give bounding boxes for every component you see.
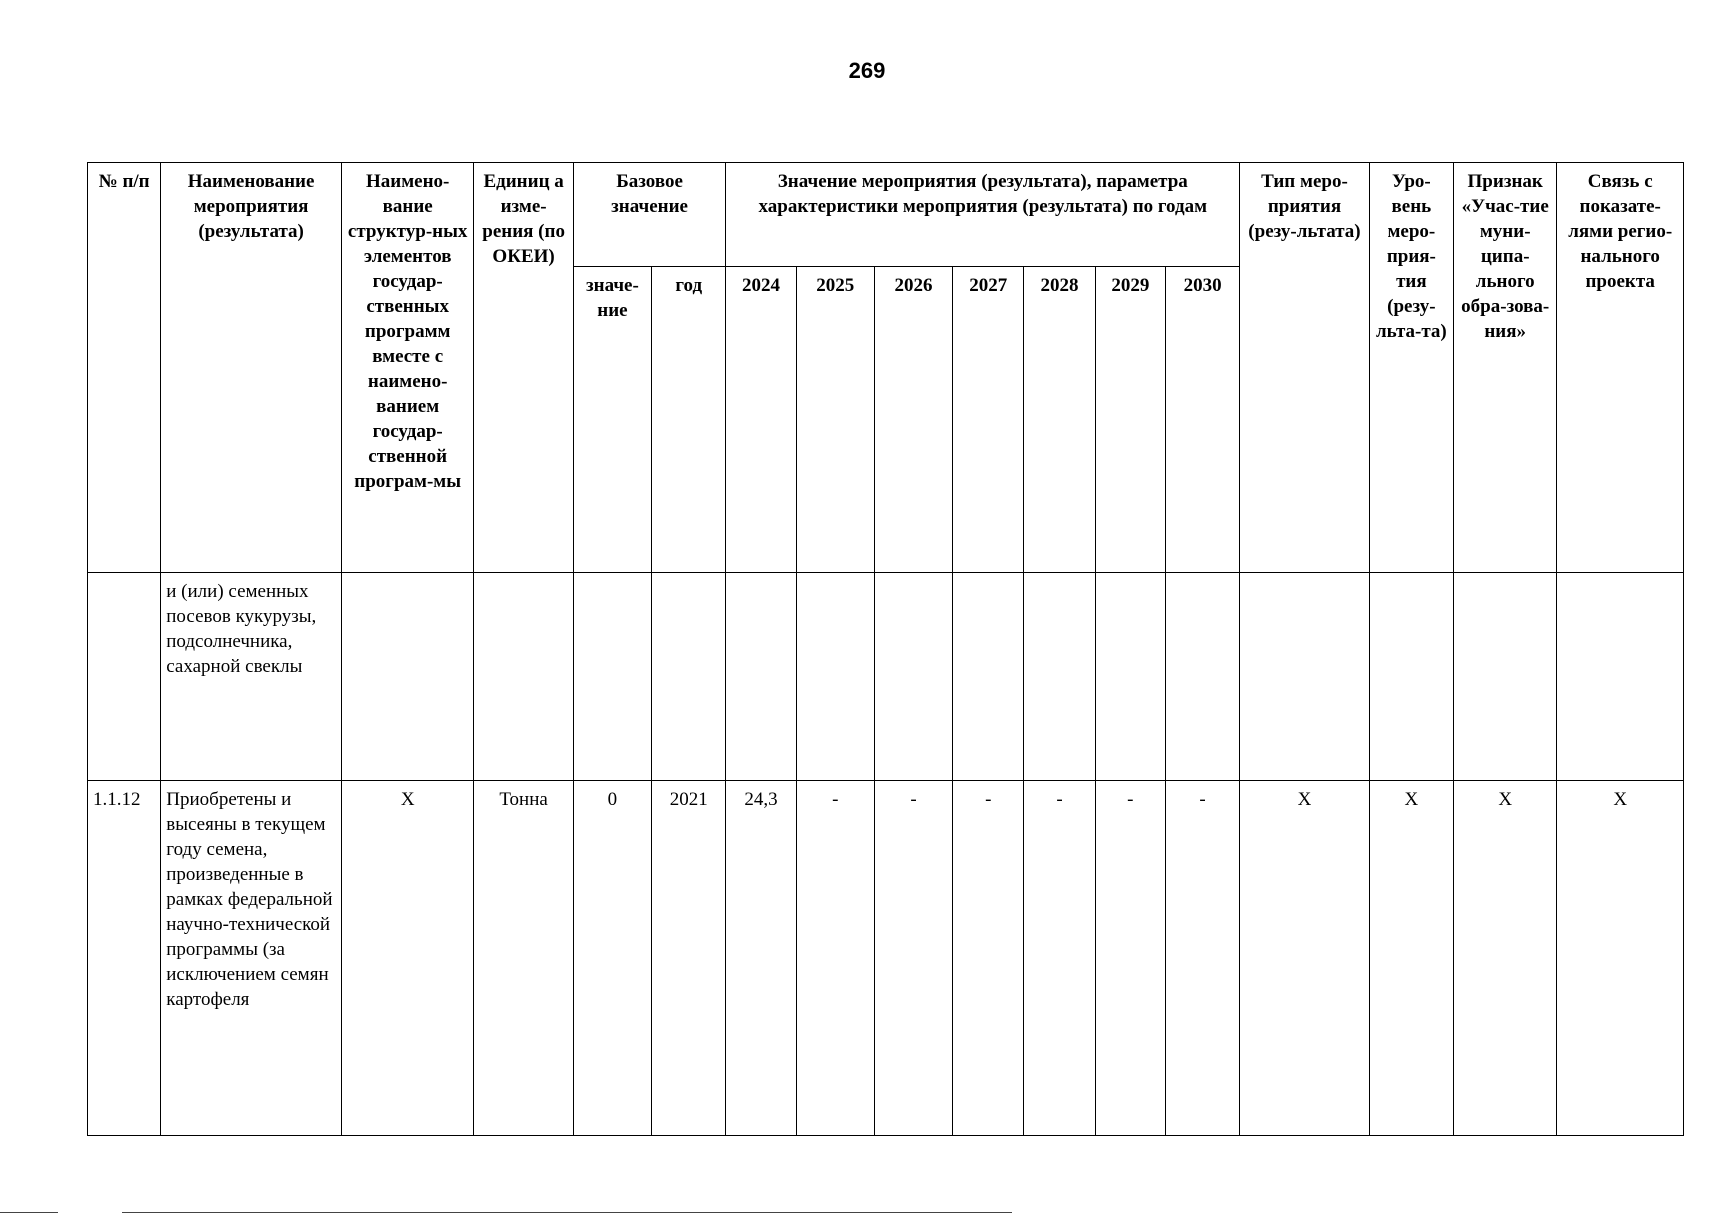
row-year-2030: - <box>1165 781 1239 1136</box>
header-year-2027: 2027 <box>953 267 1024 573</box>
row-structural: Х <box>341 781 473 1136</box>
row-base-year: 2021 <box>652 781 726 1136</box>
row-structural <box>341 573 473 781</box>
header-year-2025: 2025 <box>796 267 874 573</box>
table-row <box>88 781 1684 1136</box>
row-link: Х <box>1557 781 1684 1136</box>
header-num: № п/п <box>88 163 161 573</box>
header-year-2029: 2029 <box>1095 267 1165 573</box>
row-type <box>1240 573 1369 781</box>
page-number: 269 <box>848 58 886 83</box>
row-year-2029: - <box>1095 781 1165 1136</box>
row-base-year <box>652 573 726 781</box>
header-link: Связь с показате-лями регио-нального проекта <box>1557 163 1684 573</box>
row-year-2027: - <box>953 781 1024 1136</box>
header-base: Базовое значение <box>573 163 726 267</box>
row-year-2028 <box>1024 573 1095 781</box>
row-year-2026: - <box>874 781 952 1136</box>
row-year-2025: - <box>796 781 874 1136</box>
row-type: Х <box>1240 781 1369 1136</box>
row-level: Х <box>1369 781 1453 1136</box>
row-year-2026 <box>874 573 952 781</box>
row-unit <box>474 573 573 781</box>
row-year-2029 <box>1095 573 1165 781</box>
table-row <box>88 573 1684 781</box>
row-sign <box>1454 573 1557 781</box>
row-name: Приобретены и высеяны в текущем году семена, произведенные в рамках федеральной научно-технической программы (за исключением семян картофеля <box>161 781 342 1136</box>
row-year-2024: 24,3 <box>726 781 796 1136</box>
header-year-2028: 2028 <box>1024 267 1095 573</box>
row-unit: Тонна <box>474 781 573 1136</box>
header-base-year: год <box>652 267 726 573</box>
row-year-2030 <box>1165 573 1239 781</box>
row-year-2028: - <box>1024 781 1095 1136</box>
row-num <box>88 573 161 781</box>
row-year-2025 <box>796 573 874 781</box>
row-base-value: 0 <box>573 781 651 1136</box>
header-row-1 <box>88 163 1684 267</box>
header-name: Наименование мероприятия (результата) <box>161 163 342 573</box>
row-link <box>1557 573 1684 781</box>
header-type: Тип меро-приятия (резу-льтата) <box>1240 163 1369 573</box>
row-num: 1.1.12 <box>88 781 161 1136</box>
row-year-2027 <box>953 573 1024 781</box>
header-year-2030: 2030 <box>1165 267 1239 573</box>
row-year-2024 <box>726 573 796 781</box>
row-sign: Х <box>1454 781 1557 1136</box>
header-unit: Единиц а изме-рения (по ОКЕИ) <box>474 163 573 573</box>
measures-table <box>87 162 1684 1136</box>
header-values: Значение мероприятия (результата), параметра характеристики мероприятия (результата) по годам <box>726 163 1240 267</box>
header-year-2026: 2026 <box>874 267 952 573</box>
header-year-2024: 2024 <box>726 267 796 573</box>
row-name: и (или) семенных посевов кукурузы, подсолнечника, сахарной свеклы <box>161 573 342 781</box>
header-structural: Наимено-вание структур-ных элементов государ-ственных программ вместе с наимено-ванием государ-ственной програм-мы <box>341 163 473 573</box>
row-base-value <box>573 573 651 781</box>
header-base-value: значе-ние <box>573 267 651 573</box>
row-level <box>1369 573 1453 781</box>
header-level: Уро-вень меро-прия-тия (резу-льта-та) <box>1369 163 1453 573</box>
header-sign: Признак «Учас-тие муни-ципа-льного обра-зова-ния» <box>1454 163 1557 573</box>
